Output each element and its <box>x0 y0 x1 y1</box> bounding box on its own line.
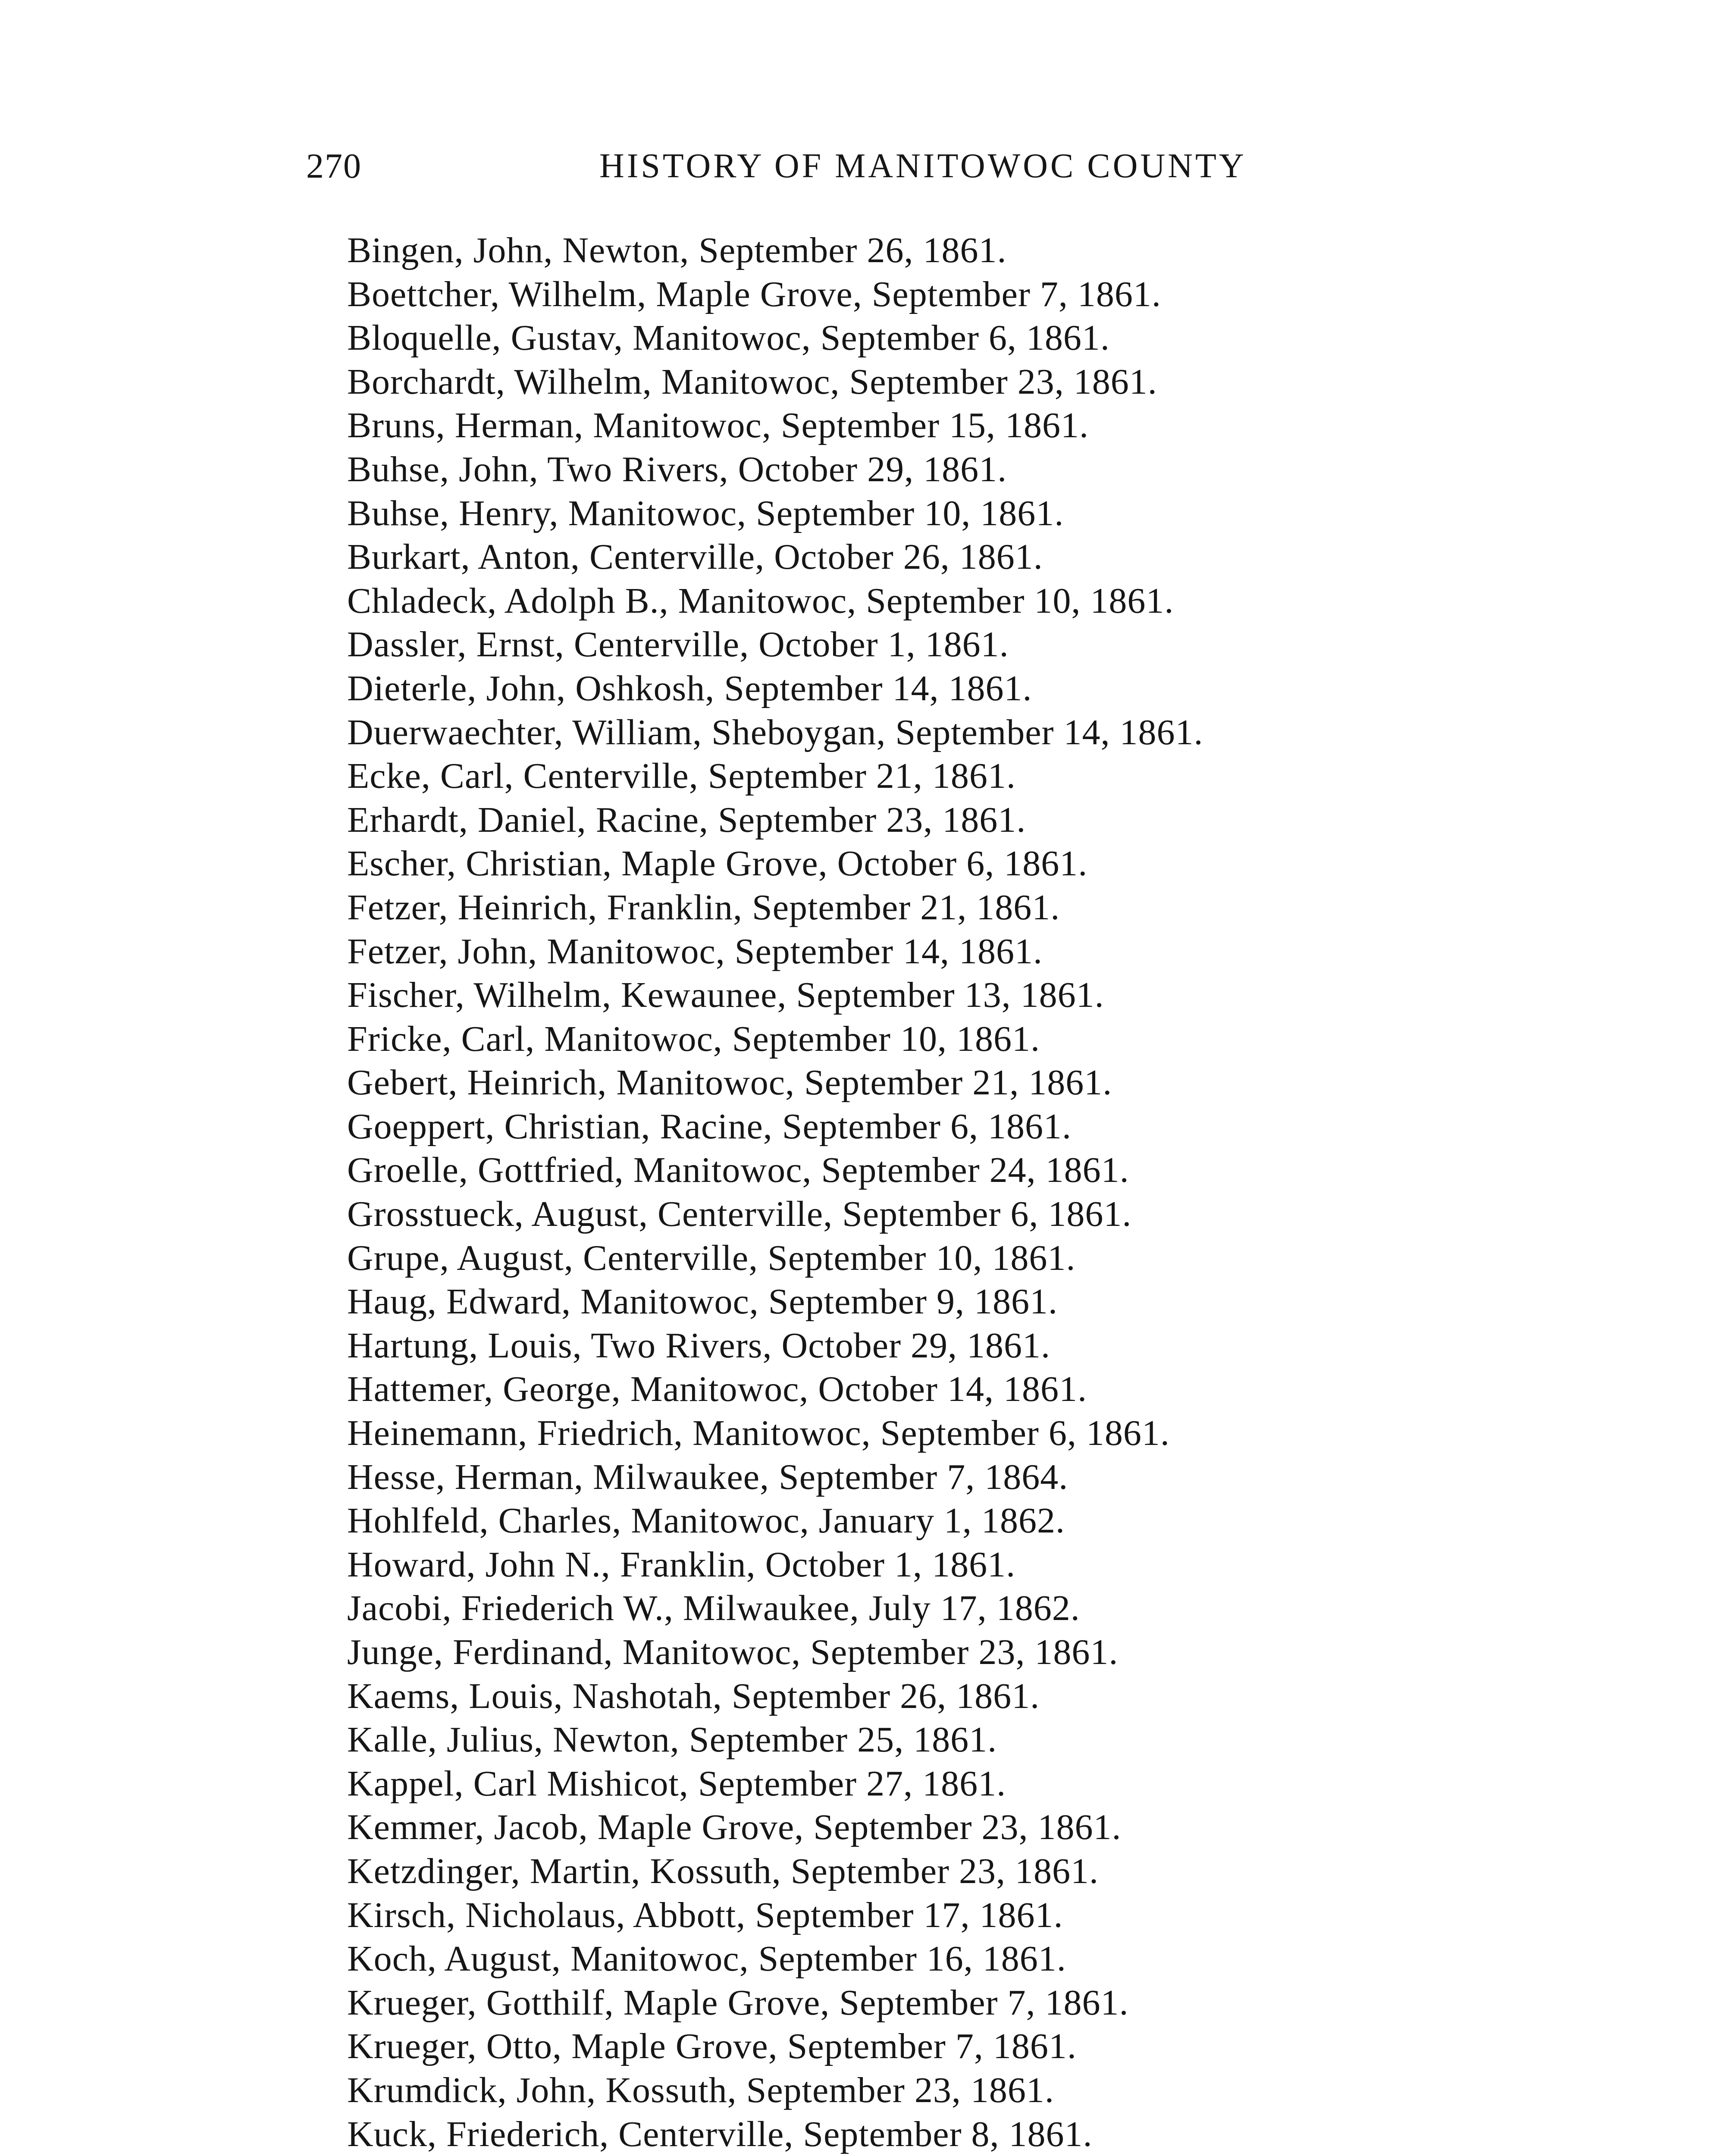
list-item: Hohlfeld, Charles, Manitowoc, January 1, 1862. <box>347 1501 1065 1541</box>
list-item: Krueger, Gotthilf, Maple Grove, September 7, 1861. <box>347 1982 1129 2023</box>
list-item: Borchardt, Wilhelm, Manitowoc, September 23, 1861. <box>347 361 1157 402</box>
list-item: Kuck, Friederich, Centerville, September 8, 1861. <box>347 2114 1093 2154</box>
list-item: Chladeck, Adolph B., Manitowoc, September 10, 1861. <box>347 580 1174 621</box>
list-item: Grupe, August, Centerville, September 10, 1861. <box>347 1238 1076 1278</box>
running-title: HISTORY OF MANITOWOC COUNTY <box>599 147 1247 185</box>
list-item: Boettcher, Wilhelm, Maple Grove, September 7, 1861. <box>347 274 1161 314</box>
list-item: Kalle, Julius, Newton, September 25, 1861. <box>347 1720 997 1760</box>
list-item: Goeppert, Christian, Racine, September 6, 1861. <box>347 1106 1072 1147</box>
list-item: Kirsch, Nicholaus, Abbott, September 17, 1861. <box>347 1895 1063 1935</box>
list-item: Hattemer, George, Manitowoc, October 14, 1861. <box>347 1369 1087 1410</box>
page-number: 270 <box>306 146 362 185</box>
list-item: Fischer, Wilhelm, Kewaunee, September 13, 1861. <box>347 975 1104 1015</box>
list-item: Krumdick, John, Kossuth, September 23, 1861. <box>347 2070 1054 2110</box>
list-item: Ecke, Carl, Centerville, September 21, 1861. <box>347 756 1016 796</box>
list-item: Jacobi, Friederich W., Milwaukee, July 17, 1862. <box>347 1588 1080 1629</box>
list-item: Haug, Edward, Manitowoc, September 9, 1861. <box>347 1282 1058 1322</box>
list-item: Buhse, Henry, Manitowoc, September 10, 1861. <box>347 493 1064 533</box>
list-item: Krueger, Otto, Maple Grove, September 7, 1861. <box>347 2026 1077 2067</box>
list-item: Hesse, Herman, Milwaukee, September 7, 1864. <box>347 1457 1069 1497</box>
list-item: Kaems, Louis, Nashotah, September 26, 1861. <box>347 1676 1040 1716</box>
list-item: Dieterle, John, Oshkosh, September 14, 1861. <box>347 668 1032 708</box>
running-head <box>306 142 1328 190</box>
list-item: Koch, August, Manitowoc, September 16, 1861. <box>347 1939 1066 1979</box>
list-item: Fetzer, Heinrich, Franklin, September 21, 1861. <box>347 887 1060 928</box>
list-item: Burkart, Anton, Centerville, October 26, 1861. <box>347 537 1043 577</box>
list-item: Bloquelle, Gustav, Manitowoc, September 6, 1861. <box>347 318 1110 358</box>
list-item: Hartung, Louis, Two Rivers, October 29, 1861. <box>347 1325 1051 1366</box>
list-item: Bruns, Herman, Manitowoc, September 15, 1861. <box>347 405 1089 446</box>
list-item: Bingen, John, Newton, September 26, 1861. <box>347 230 1007 270</box>
list-item: Groelle, Gottfried, Manitowoc, September 24, 1861. <box>347 1150 1129 1191</box>
list-item: Escher, Christian, Maple Grove, October 6, 1861. <box>347 843 1088 884</box>
list-item: Ketzdinger, Martin, Kossuth, September 23, 1861. <box>347 1851 1099 1891</box>
name-list <box>347 229 1511 2156</box>
list-item: Heinemann, Friedrich, Manitowoc, September 6, 1861. <box>347 1413 1170 1454</box>
list-item: Grosstueck, August, Centerville, September 6, 1861. <box>347 1194 1132 1235</box>
list-item: Junge, Ferdinand, Manitowoc, September 23, 1861. <box>347 1632 1119 1672</box>
list-item: Fricke, Carl, Manitowoc, September 10, 1861. <box>347 1018 1040 1059</box>
list-item: Gebert, Heinrich, Manitowoc, September 21, 1861. <box>347 1062 1112 1103</box>
list-item: Howard, John N., Franklin, October 1, 1861. <box>347 1544 1016 1585</box>
list-item: Kemmer, Jacob, Maple Grove, September 23, 1861. <box>347 1807 1122 1848</box>
list-item: Kappel, Carl Mishicot, September 27, 1861. <box>347 1763 1006 1804</box>
list-item: Buhse, John, Two Rivers, October 29, 1861. <box>347 449 1007 489</box>
list-item: Duerwaechter, William, Sheboygan, September 14, 1861. <box>347 712 1203 752</box>
list-item: Erhardt, Daniel, Racine, September 23, 1861. <box>347 799 1026 840</box>
list-item: Dassler, Ernst, Centerville, October 1, 1861. <box>347 624 1009 665</box>
list-item: Fetzer, John, Manitowoc, September 14, 1861. <box>347 931 1043 971</box>
